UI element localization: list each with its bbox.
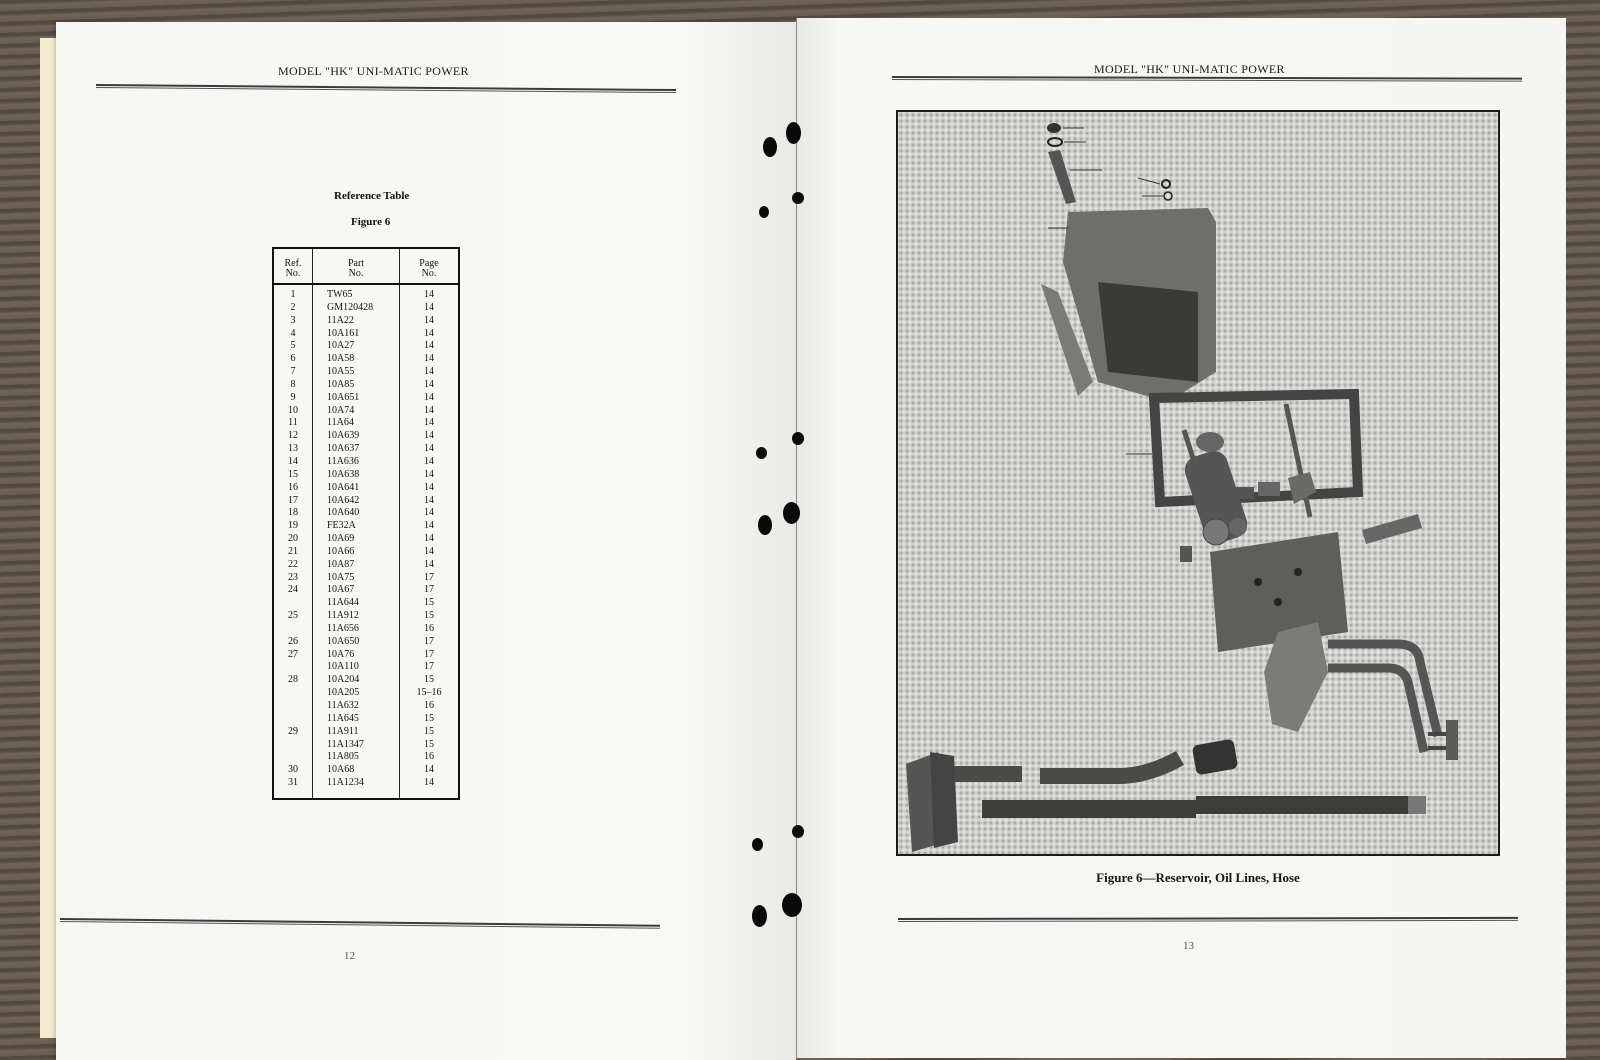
part-no-cell: 10A204 [313,674,400,687]
page-no-cell: 14 [424,468,434,480]
page-no-cell: 16 [424,622,434,634]
part-no-cell: 10A641 [313,482,400,495]
table-row [273,443,459,456]
table-row [273,482,459,495]
table-row [273,623,459,636]
part-no-cell: 10A110 [313,661,400,674]
ref-no-cell: 29 [273,726,313,739]
page-no-cell: 15 [424,712,434,724]
page-no-cell: 14 [424,777,434,789]
ref-no-cell [273,713,313,726]
right-page-header: MODEL "HK" UNI-MATIC POWER [1094,62,1285,76]
punch-hole [783,502,800,524]
part-no-cell: 10A642 [313,495,400,508]
table-row [273,417,459,430]
table-row [273,649,459,662]
part-no-cell: 11A636 [313,456,400,469]
ref-no-cell: 16 [273,482,313,495]
page-no-cell: 14 [424,533,434,545]
page-no-cell: 14 [424,764,434,776]
table-row [273,674,459,687]
figure-caption: Figure 6—Reservoir, Oil Lines, Hose [1096,870,1300,885]
table-row [273,328,459,341]
ref-no-cell: 22 [273,559,313,572]
part-no-cell: 11A911 [313,726,400,739]
page-no-cell: 16 [424,751,434,763]
punch-hole [763,137,777,157]
page-no-cell: 14 [424,558,434,570]
table-row [273,392,459,405]
ref-no-cell: 20 [273,533,313,546]
ref-no-cell: 27 [273,649,313,662]
punch-hole [756,447,767,459]
table-row [273,507,459,520]
page-no-cell: 14 [424,417,434,429]
part-no-cell: 11A1234 [313,777,400,799]
page-no-cell: 14 [424,340,434,352]
part-no-cell: 11A1347 [313,739,400,752]
page-no-cell: 17 [424,635,434,647]
table-row [273,751,459,764]
page-no-cell: 14 [424,353,434,365]
part-no-cell: 11A64 [313,417,400,430]
table-row [273,430,459,443]
part-no-cell: 10A76 [313,649,400,662]
ref-no-cell: 14 [273,456,313,469]
page-no-cell: 14 [424,507,434,519]
ref-no-cell: 1 [273,284,313,302]
page-no-cell: 14 [424,443,434,455]
ref-no-cell: 19 [273,520,313,533]
page-no-cell: 15 [424,597,434,609]
punch-hole [752,905,767,927]
table-row [273,597,459,610]
page-no-cell: 17 [424,584,434,596]
ref-no-cell: 15 [273,469,313,482]
table-row [273,533,459,546]
table-row [273,559,459,572]
table-row [273,700,459,713]
part-no-cell: 10A58 [313,353,400,366]
ref-no-cell [273,661,313,674]
part-no-cell: 10A75 [313,572,400,585]
ref-no-cell: 18 [273,507,313,520]
table-row [273,284,459,302]
table-row [273,405,459,418]
punch-hole [759,206,769,218]
part-no-cell: 10A161 [313,328,400,341]
table-row [273,687,459,700]
part-no-cell: 10A66 [313,546,400,559]
page-no-cell: 15 [424,610,434,622]
ref-no-cell: 13 [273,443,313,456]
table-row [273,469,459,482]
part-no-cell: 10A205 [313,687,400,700]
page-no-cell: 15 [424,725,434,737]
part-no-cell: 11A912 [313,610,400,623]
reservoir-oil-lines-hose-illustration [898,112,1498,854]
table-row [273,572,459,585]
left-page-header: MODEL "HK" UNI-MATIC POWER [278,64,469,78]
table-row [273,713,459,726]
table-row [273,726,459,739]
part-no-cell: GM120428 [313,302,400,315]
part-no-cell: 10A85 [313,379,400,392]
page-no-cell: 15–16 [416,687,442,699]
part-no-cell: 10A69 [313,533,400,546]
punch-hole [786,122,801,144]
table-row [273,456,459,469]
ref-no-cell [273,597,313,610]
page-no-cell: 14 [424,391,434,403]
ref-no-cell: 25 [273,610,313,623]
table-row [273,739,459,752]
ref-no-cell: 28 [273,674,313,687]
part-no-cell: 10A651 [313,392,400,405]
part-no-cell: 10A27 [313,340,400,353]
column-header-ref-no: Ref. No. [273,248,313,284]
reference-table-subtitle: Figure 6 [351,216,391,228]
ref-no-cell: 7 [273,366,313,379]
part-no-cell: 10A637 [313,443,400,456]
page-no-cell: 14 [424,494,434,506]
reference-table-title: Reference Table [334,190,410,202]
part-no-cell: 10A640 [313,507,400,520]
page-no-cell: 16 [424,700,434,711]
ref-no-cell [273,623,313,636]
part-no-cell: 10A74 [313,405,400,418]
page-no-cell: 14 [424,545,434,557]
page-no-cell: 17 [424,571,434,583]
ref-no-cell: 21 [273,546,313,559]
ref-no-cell: 17 [273,495,313,508]
part-no-cell: 10A68 [313,764,400,777]
ref-no-cell: 5 [273,340,313,353]
table-row [273,546,459,559]
punch-hole [792,825,804,838]
part-no-cell: 11A644 [313,597,400,610]
page-no-cell: 14 [424,404,434,416]
page-no-cell: 14 [424,314,434,326]
part-no-cell: FE32A [313,520,400,533]
ref-no-cell: 26 [273,636,313,649]
punch-hole [752,838,763,851]
table-row [273,584,459,597]
table-row [273,315,459,328]
page-no-cell: 14 [424,301,434,313]
page-no-cell: 14 [424,289,434,300]
figure-6-exploded-view [896,110,1500,856]
ref-no-cell: 3 [273,315,313,328]
page-no-cell: 17 [424,661,434,673]
ref-no-cell [273,687,313,700]
right-page-number: 13 [1183,940,1194,952]
reference-table [272,247,460,800]
ref-no-cell: 31 [273,777,313,799]
table-row [273,636,459,649]
page-no-cell: 14 [424,520,434,532]
left-page-number: 12 [344,950,355,962]
ref-no-cell: 10 [273,405,313,418]
ref-no-cell: 2 [273,302,313,315]
table-row [273,520,459,533]
part-no-cell: 11A22 [313,315,400,328]
part-no-cell: TW65 [313,284,400,302]
ref-no-cell [273,739,313,752]
table-row [273,353,459,366]
page-no-cell: 14 [424,366,434,378]
ref-no-cell: 4 [273,328,313,341]
punch-hole [792,432,804,445]
column-header-page-no: Page No. [400,248,460,284]
table-row [273,366,459,379]
part-no-cell: 11A632 [313,700,400,713]
ref-no-cell: 12 [273,430,313,443]
page-no-cell: 14 [424,378,434,390]
ref-no-cell: 11 [273,417,313,430]
page-no-cell: 15 [424,674,434,686]
table-row [273,764,459,777]
page-no-cell: 14 [424,455,434,467]
ref-no-cell: 23 [273,572,313,585]
page-no-cell: 17 [424,648,434,660]
part-no-cell: 10A55 [313,366,400,379]
part-no-cell: 11A805 [313,751,400,764]
table-row [273,302,459,315]
part-no-cell: 10A650 [313,636,400,649]
part-no-cell: 10A67 [313,584,400,597]
table-row [273,340,459,353]
part-no-cell: 10A87 [313,559,400,572]
page-no-cell: 15 [424,738,434,750]
table-row [273,379,459,392]
reference-table-body [273,284,459,799]
page-no-cell: 14 [424,481,434,493]
punch-hole [758,515,772,535]
punch-hole [792,192,804,204]
page-no-cell: 14 [424,327,434,339]
ref-no-cell [273,751,313,764]
ref-no-cell: 30 [273,764,313,777]
table-row [273,610,459,623]
ref-no-cell: 24 [273,584,313,597]
part-no-cell: 11A656 [313,623,400,636]
part-no-cell: 10A638 [313,469,400,482]
part-no-cell: 11A645 [313,713,400,726]
ref-no-cell: 6 [273,353,313,366]
column-header-part-no: Part No. [313,248,400,284]
punch-hole [782,893,802,917]
table-row [273,661,459,674]
page-no-cell: 14 [424,430,434,442]
table-row [273,777,459,799]
table-row [273,495,459,508]
ref-no-cell: 8 [273,379,313,392]
ref-no-cell: 9 [273,392,313,405]
ref-no-cell [273,700,313,713]
part-no-cell: 10A639 [313,430,400,443]
